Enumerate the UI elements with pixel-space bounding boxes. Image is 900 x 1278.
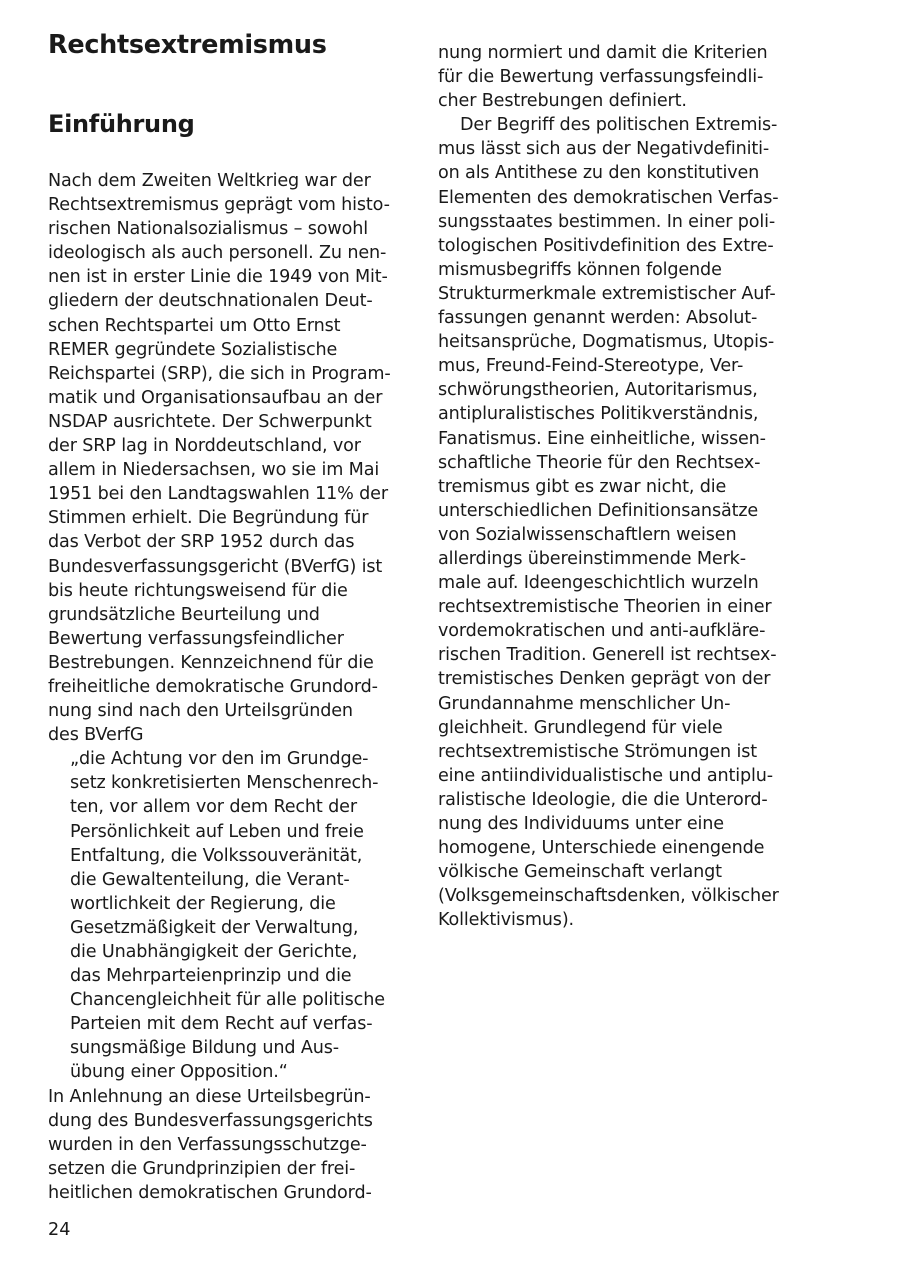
text-line: mus, Freund-Feind-Stereotype, Ver- <box>438 356 744 377</box>
text-line: gleichheit. Grundlegend für viele <box>438 717 723 738</box>
text-line: Parteien mit dem Recht auf verfas- <box>70 1014 373 1035</box>
text-line: unterschiedlichen Definitionsansätze <box>438 500 759 521</box>
text-line: rechtsextremistische Strömungen ist <box>438 741 757 762</box>
text-line: schaftliche Theorie für den Rechtsex- <box>438 452 761 473</box>
text-line: male auf. Ideengeschichtlich wurzeln <box>438 573 759 594</box>
text-line: nen ist in erster Linie die 1949 von Mit- <box>48 267 388 288</box>
text-line: rischen Nationalsozialismus – sowohl <box>48 219 368 240</box>
text-line: Strukturmerkmale extremistischer Auf- <box>438 283 776 304</box>
text-line: tologischen Positivdefinition des Extre- <box>438 235 774 256</box>
text-line: Chancengleichheit für alle politische <box>70 990 385 1011</box>
text-line: der SRP lag in Norddeutschland, vor <box>48 436 361 457</box>
text-line: tremismus gibt es zwar nicht, die <box>438 476 727 497</box>
section-heading: Einführung <box>48 110 195 138</box>
text-line: Gesetzmäßigkeit der Verwaltung, <box>70 917 359 938</box>
text-line: für die Bewertung verfassungsfeindli- <box>438 67 764 88</box>
text-line: Fanatismus. Eine einheitliche, wissen- <box>438 428 766 449</box>
left-text-column <box>48 169 391 1205</box>
text-line: sungsstaates bestimmen. In einer poli- <box>438 211 776 232</box>
text-line: Entfaltung, die Volkssouveränität, <box>70 845 363 866</box>
right-text-column <box>438 41 779 932</box>
text-line: dung des Bundesverfassungsgerichts <box>48 1110 373 1131</box>
text-line: antipluralistisches Politikverständnis, <box>438 404 759 425</box>
text-line: das Mehrparteienprinzip und die <box>70 966 352 987</box>
text-line: vordemokratischen und anti-aufkläre- <box>438 621 766 642</box>
text-line: von Sozialwissenschaftlern weisen <box>438 524 737 545</box>
text-line: mus lässt sich aus der Negativdefiniti- <box>438 139 770 160</box>
text-line: nung normiert und damit die Kriterien <box>438 43 768 63</box>
text-line: REMER gegründete Sozialistische <box>48 339 338 360</box>
text-line: setz konkretisierten Menschenrech- <box>70 773 379 794</box>
text-line: homogene, Unterschiede einengende <box>438 838 765 859</box>
text-line: setzen die Grundprinzipien der frei- <box>48 1158 356 1179</box>
text-line: allerdings übereinstimmende Merk- <box>438 548 746 569</box>
text-line: die Gewaltenteilung, die Verant- <box>70 869 350 890</box>
text-line: Persönlichkeit auf Leben und freie <box>70 821 364 842</box>
text-line: wurden in den Verfassungsschutzge- <box>48 1134 367 1155</box>
text-line: Bewertung verfassungsfeindlicher <box>48 628 344 649</box>
text-line: Stimmen erhielt. Die Begründung für <box>48 508 369 529</box>
text-line: Bundesverfassungsgericht (BVerfG) ist <box>48 556 383 577</box>
text-line: Nach dem Zweiten Weltkrieg war der <box>48 171 371 191</box>
text-line: gliedern der deutschnationalen Deut- <box>48 291 373 312</box>
text-line: (Volksgemeinschaftsdenken, völkischer <box>438 886 779 907</box>
text-line: völkische Gemeinschaft verlangt <box>438 862 722 883</box>
text-line: heitlichen demokratischen Grundord- <box>48 1182 372 1203</box>
text-line: heitsansprüche, Dogmatismus, Utopis- <box>438 332 775 353</box>
text-line: ralistische Ideologie, die die Unterord- <box>438 789 768 810</box>
text-line: In Anlehnung an diese Urteilsbegrün- <box>48 1086 371 1107</box>
text-line: tremistisches Denken geprägt von der <box>438 669 771 690</box>
text-line: freiheitliche demokratische Grundord- <box>48 676 378 697</box>
text-line: ten, vor allem vor dem Recht der <box>70 797 357 818</box>
text-line: nung sind nach den Urteilsgründen <box>48 701 353 722</box>
text-line: rechtsextremistische Theorien in einer <box>438 597 772 618</box>
text-line: übung einer Opposition.“ <box>70 1062 288 1083</box>
text-line: Der Begriff des politischen Extremis- <box>460 115 778 136</box>
text-line: Reichspartei (SRP), die sich in Program- <box>48 363 391 384</box>
text-line: die Unabhängigkeit der Gerichte, <box>70 942 358 962</box>
text-line: des BVerfG <box>48 725 144 746</box>
text-line: 1951 bei den Landtagswahlen 11% der <box>48 484 388 505</box>
text-line: wortlichkeit der Regierung, die <box>70 893 336 914</box>
text-line: nung des Individuums unter eine <box>438 814 724 834</box>
text-line: schen Rechtspartei um Otto Ernst <box>48 315 341 336</box>
text-line: Elementen des demokratischen Verfas- <box>438 187 779 208</box>
text-line: fassungen genannt werden: Absolut- <box>438 308 758 329</box>
text-line: ideologisch als auch personell. Zu nen- <box>48 243 387 264</box>
text-line: Grundannahme menschlicher Un- <box>438 693 731 714</box>
text-line: das Verbot der SRP 1952 durch das <box>48 532 355 553</box>
text-line: Bestrebungen. Kennzeichnend für die <box>48 652 374 673</box>
text-line: NSDAP ausrichtete. Der Schwerpunkt <box>48 411 372 432</box>
text-line: rischen Tradition. Generell ist rechtsex- <box>438 645 777 666</box>
text-line: cher Bestrebungen definiert. <box>438 91 687 112</box>
text-line: mismusbegriffs können folgende <box>438 259 722 280</box>
text-line: Rechtsextremismus geprägt vom histo- <box>48 195 390 216</box>
text-line: bis heute richtungsweisend für die <box>48 580 348 601</box>
text-line: schwörungstheorien, Autoritarismus, <box>438 380 758 401</box>
text-line: sungsmäßige Bildung und Aus- <box>70 1038 339 1059</box>
text-line: grundsätzliche Beurteilung und <box>48 604 320 625</box>
text-line: eine antiindividualistische und antiplu- <box>438 765 773 786</box>
text-line: Kollektivismus). <box>438 910 574 931</box>
text-line: allem in Niedersachsen, wo sie im Mai <box>48 460 380 481</box>
page-number: 24 <box>48 1220 71 1240</box>
page-title: Rechtsextremismus <box>48 30 327 60</box>
text-line: „die Achtung vor den im Grundge- <box>70 749 369 770</box>
text-line: on als Antithese zu den konstitutiven <box>438 163 760 184</box>
text-line: matik und Organisationsaufbau an der <box>48 387 383 408</box>
